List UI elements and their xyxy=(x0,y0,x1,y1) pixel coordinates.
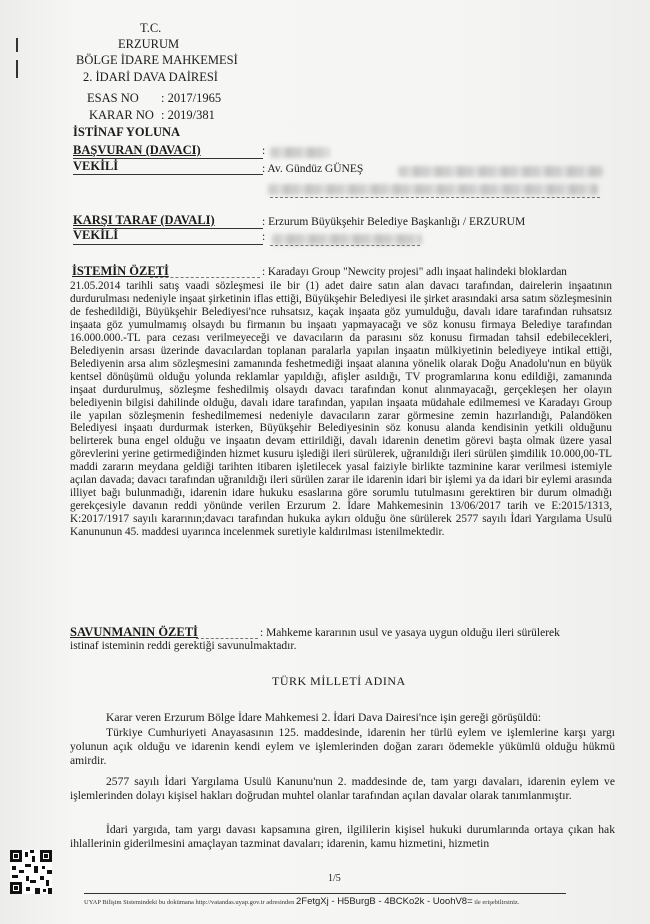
istinaf-title: İSTİNAF YOLUNA xyxy=(73,125,181,139)
defense-second-line: istinaf isteminin reddi gerektiği savunulmaktadır. xyxy=(70,640,297,652)
dotted-fill-line xyxy=(196,638,258,639)
karar-label: KARAR NO xyxy=(89,108,154,122)
footer-prefix: UYAP Bilişim Sistemindeki bu dokümana http://vatandas.uyap.gov.tr adresinden xyxy=(84,899,295,906)
qr-code-icon xyxy=(10,850,52,894)
defense-first-line: : Mahkeme kararının usul ve yasaya uygun olduğu ileri sürülerek xyxy=(260,627,560,639)
vekil2-value: : xyxy=(262,231,266,243)
redacted-defendant-attorney xyxy=(272,234,422,245)
footer-suffix: ile erişebilirsiniz. xyxy=(474,899,520,906)
summary-label: İSTEMİN ÖZETİ xyxy=(72,264,169,278)
header-tc: T.C. xyxy=(140,21,162,35)
esas-label: ESAS NO xyxy=(87,91,139,105)
vekil-value: : Av. Gündüz GÜNEŞ xyxy=(262,163,364,175)
basvuran-value: : xyxy=(262,145,266,157)
body-paragraph-4: İdari yargıda, tam yargı davası kapsamına giren, ilgililerin kişisel hukuki durumlarında ortaya çıkan hak ihlallerinin giderilmesini amaçlayan tazminat davaları; idarenin, kamu hizmetini, hizmetin xyxy=(70,823,615,851)
redacted-attorney-address xyxy=(398,166,603,177)
divider xyxy=(73,244,263,245)
vekil-label: VEKİLİ xyxy=(73,159,119,173)
header-court-name: BÖLGE İDARE MAHKEMESİ xyxy=(76,53,238,67)
redacted-plaintiff xyxy=(270,147,330,158)
divider xyxy=(73,174,263,175)
body-paragraph-1: Karar veren Erzurum Bölge İdare Mahkemesi 2. İdari Dava Dairesi'nce işin gereği görüşüldü: xyxy=(106,711,542,724)
header-court-city: ERZURUM xyxy=(118,37,180,51)
redacted-attorney-address xyxy=(268,184,598,195)
karsi-taraf-label: KARŞI TARAF (DAVALI) xyxy=(73,213,215,227)
body-paragraph-2: Türkiye Cumhuriyeti Anayasasının 125. maddesinde, idarenin her türlü eylem ve işlemlerine karşı yargı yolunun açık olduğu ve idarenin kendi eylem ve işlemlerinden doğan zararı ödemekle yükümlü olduğu hükmü amirdir. xyxy=(70,726,615,768)
footer-rule xyxy=(84,893,566,894)
esas-value: : 2017/1965 xyxy=(161,91,222,105)
body-paragraph-3: 2577 sayılı İdari Yargılama Usulü Kanunu'nun 2. maddesinde de, tam yargı davaları, idarenin eylem ve işlemlerinden dolayı kişisel hakları doğrudan muhtel olanlar tarafından açılan davalar olarak tanımlanmıştır. xyxy=(70,775,615,803)
nation-title: TÜRK MİLLETİ ADINA xyxy=(272,674,406,688)
vekil2-label: VEKİLİ xyxy=(73,228,119,242)
dotted-fill-line xyxy=(150,277,260,278)
verification-code: 2FetgXj - H5BurgB - 4BCKo2k - UoohV8= xyxy=(296,896,473,907)
defense-label: SAVUNMANIN ÖZETİ xyxy=(70,625,198,639)
footer-verification xyxy=(84,896,519,907)
karar-value: : 2019/381 xyxy=(161,108,215,122)
summary-text: 21.05.2014 tarihli satış vaadi sözleşmesi ile bir (1) adet daire satın alan davacı tarafından, dairelerin inşaatının durdurulması nedeniyle inşaat şirketinin iflas ettiği, Büyükşehir Belediyesi ile şirket arasındaki arsa satım sözleşmesinin de feshedildiği, Büyükşehir Belediyesi'nce ruhsatsız, kaçak inşaata göz yumulduğu, davalı idare tarafından ruhsatsız inşaata göz yumulmamış olsaydı bu firmanın bu inşaatı yapmayacağı ve söz konusu firmaya Belediye tarafından 16.000.000.-TL para cezası verilmeyeceği ve davacıların da parasını söz konusu firmadan tahsil edebilecekleri, Belediyenin arsası üzerinde davacılardan toplanan paralarla yapılan inşaatın mülkiyetinin belediyeye intikal ettiği, Belediyenin arsa alım sözleşmesini zamanında feshetmediği inşaat alanına yönelik olarak Doğu Anadolu'nun en büyük kentsel dönüşümü olduğu yolunda reklamlar yapıldığı, afişler asıldığı, TV programlarına konu edildiği, zamanında inşaat durdurulmuş, sözleşme feshedilmiş olsaydı davacı tarafından konut alınmayacağı, gerçekleşen her olayın belediyenin bilgisi dahilinde olduğu, davalı idare tarafından, yapılan inşaata müdahale edilmemesi ve Karadayı Group ile yapılan sözleşmenin feshedilmemesi nedeniyle davacıların zarar görmesine zemin hazırlandığı, Palandöken Belediyesi inşaatı durdurmak isterken, Büyükşehir Belediyesinin söz konusu alanda kendisinin yetkili olduğunu belirterek buna engel olduğu ve inşaatın devam ettirildiği, davalı idarenin denetim görevi başta olmak üzere yasal görevlerini yerine getirmediğinden hizmet kusuru işlediği ileri sürülerek, uğranıldığı ileri sürülen şimdilik 10.000,00-TL maddi zararın meydana geldiği tarihten itibaren işletilecek yasal faiziyle birlikte tazminine karar verilmesi istemiyle açılan davada; davacı tarafından uğranıldığı ileri sürülen zarar ile idarenin idari bir işlemi ya da idari bir eylemi arasında illiyet bağı bulunmadığı, idarenin idare hukuku esaslarına göre sorumlu tutulmasını gerektiren bir durum olmadığı gerekçesiyle davanın reddi yönünde verilen Erzurum 2. İdare Mahkemesinin 13/06/2017 tarih ve E:2015/1313, K:2017/1917 sayılı kararının;davacı tarafından hukuka aykırı olduğu öne sürülerek 2577 sayılı İdari Yargılama Usulü Kanununun 45. maddesi uyarınca incelenmek suretiyle kaldırılması istenilmektedir. xyxy=(70,280,612,539)
margin-mark xyxy=(16,38,18,52)
dotted-fill-line xyxy=(270,245,420,246)
karsi-taraf-value: : Erzurum Büyükşehir Belediye Başkanlığı / ERZURUM xyxy=(262,216,526,228)
header-chamber: 2. İDARİ DAVA DAİRESİ xyxy=(83,70,218,84)
dotted-fill-line xyxy=(270,197,600,198)
summary-first-line: : Karadayı Group "Newcity projesi" adlı inşaat halindeki bloklardan xyxy=(262,266,567,278)
page-number: 1/5 xyxy=(328,873,341,884)
basvuran-label: BAŞVURAN (DAVACI) xyxy=(73,143,201,157)
margin-mark xyxy=(16,60,18,78)
